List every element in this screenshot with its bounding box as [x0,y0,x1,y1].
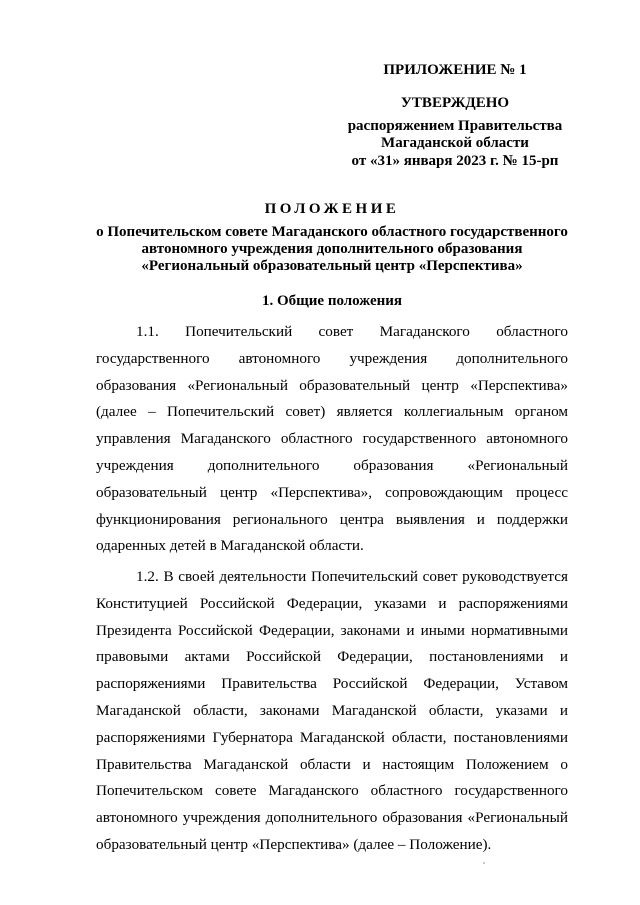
document-title: ПОЛОЖЕНИЕ [264,201,400,217]
approval-date: от «31» января 2023 г. № 15-рп [351,153,559,169]
paragraph-1-2: 1.2. В своей деятельности Попечительский совет руководствуется Конституцией Российской Федерации, указами и распоряжениями Президента Российской Федерации, законами и иными нормативными правовыми актами Российской Федерации, постановлениями и распоряжениями Правительства Российской Федерации, Уставом Магаданской области, законами Магаданской области, указами и распоряжениями Губернатора Магаданской области, постановлениями Правительства Магаданской области и настоящим Положением о Попечительском совете Магаданского областного государственного автономного учреждения дополнительного образования «Региональный образовательный центр «Перспектива» (далее – Положение). [96,568,568,853]
paragraph-1-1: 1.1. Попечительский совет Магаданского областного государственного автономного учреждения дополнительного образования «Региональный образовательный центр «Перспектива» (далее – Попечительский совет) является коллегиальным органом управления Магаданского областного государственного автономного учреждения дополнительного образования «Региональный образовательный центр «Перспектива», сопровождающим процесс функционирования регионального центра выявления и поддержки одаренных детей в Магаданской области. [96,323,568,555]
document-subtitle: о Попечительском совете Магаданского областного государственного автономного учреждения дополнительного образования «Региональный образовательный центр «Перспектива» [96,224,568,274]
appendix-number: ПРИЛОЖЕНИЕ № 1 [383,62,527,78]
section-heading: 1. Общие положения [261,293,403,309]
scan-artifact [483,862,485,864]
approval-stamp: УТВЕРЖДЕНО [400,95,510,111]
approval-authority: распоряжением Правительства Магаданской области [347,118,563,151]
